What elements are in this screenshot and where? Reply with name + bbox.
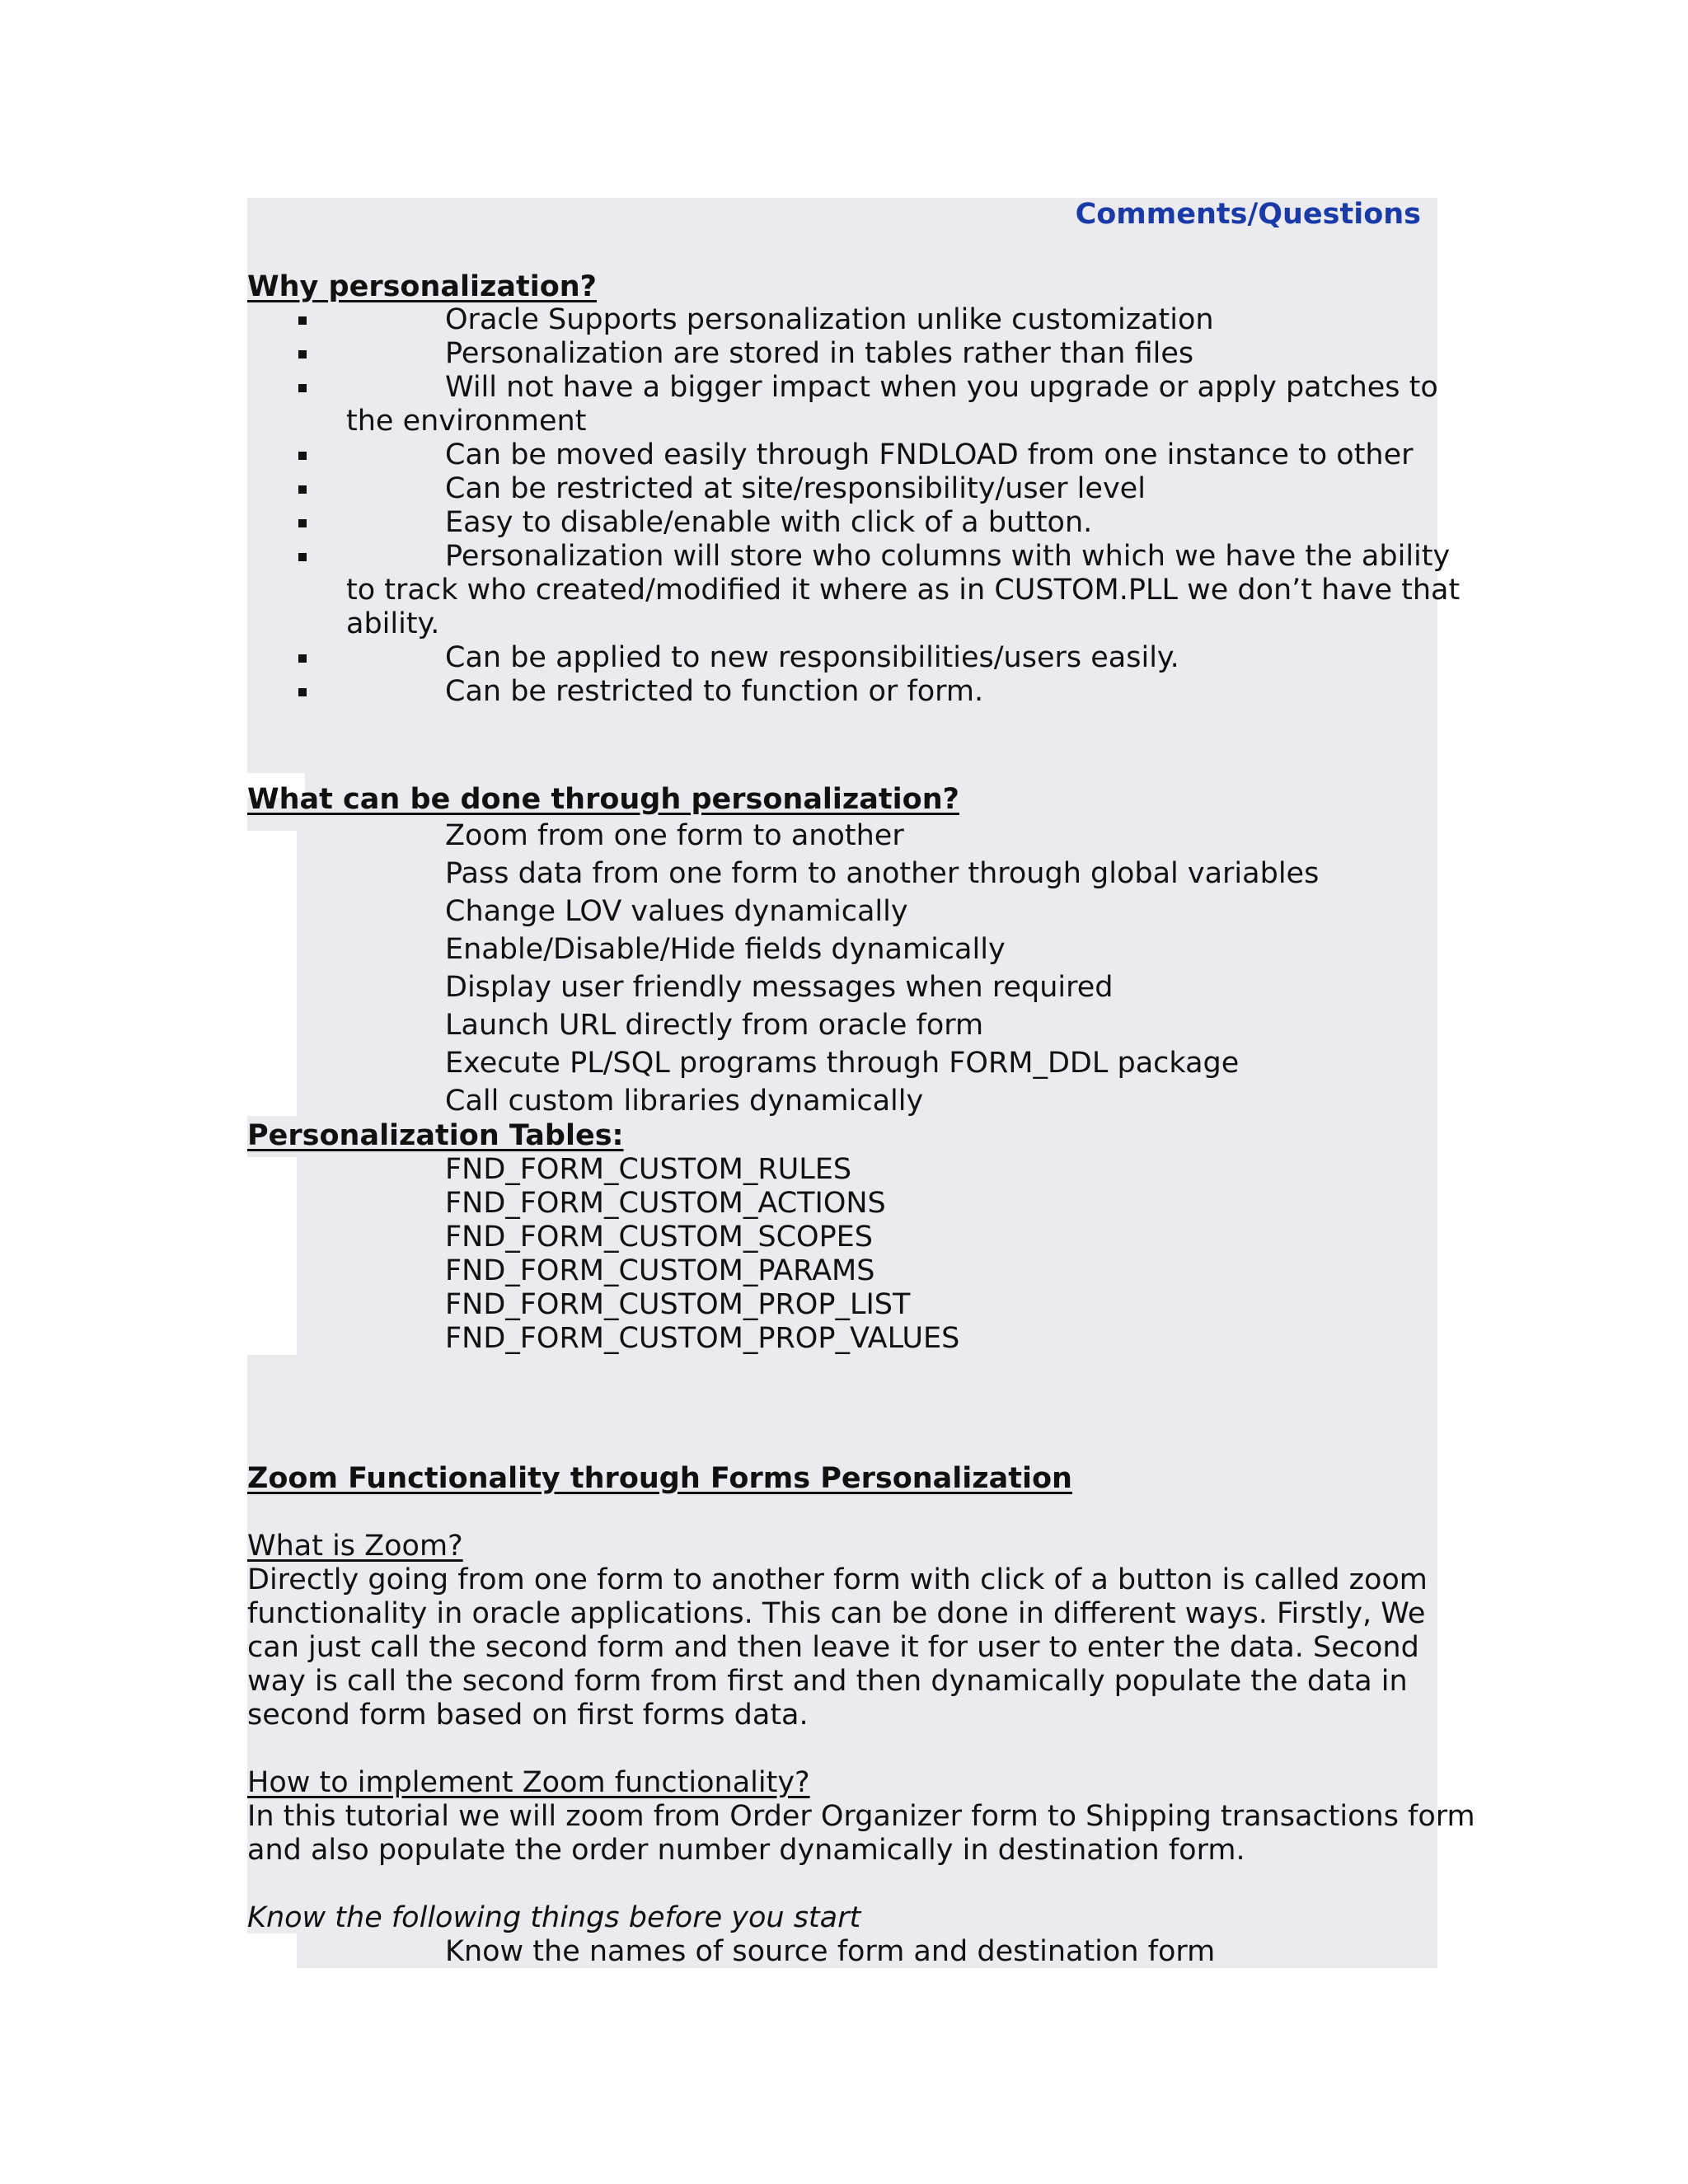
why-line: Personalization will store who columns with which we have the ability bbox=[445, 540, 1451, 573]
bullet-icon bbox=[298, 316, 307, 325]
table-item: FND_FORM_CUSTOM_PROP_LIST bbox=[445, 1288, 911, 1321]
why-line: Can be restricted at site/responsibility/user level bbox=[445, 472, 1146, 505]
zoom-paragraph-line: way is call the second form from first and then dynamically populate the data in bbox=[247, 1665, 1408, 1698]
table-item: FND_FORM_CUSTOM_PARAMS bbox=[445, 1254, 875, 1287]
zoom-paragraph-line: functionality in oracle applications. This can be done in different ways. Firstly, We bbox=[247, 1597, 1426, 1630]
why-line: Can be moved easily through FNDLOAD from one instance to other bbox=[445, 438, 1414, 471]
bullet-icon bbox=[298, 452, 307, 460]
what-item: Change LOV values dynamically bbox=[445, 895, 908, 928]
table-item: FND_FORM_CUSTOM_PROP_VALUES bbox=[445, 1322, 960, 1355]
what-item: Display user friendly messages when required bbox=[445, 971, 1114, 1004]
how-to-implement-heading: How to implement Zoom functionality? bbox=[247, 1766, 810, 1799]
what-is-zoom-heading: What is Zoom? bbox=[247, 1530, 463, 1563]
why-line: to track who created/modified it where as in CUSTOM.PLL we don’t have that bbox=[346, 574, 1461, 607]
bullet-icon bbox=[298, 384, 307, 392]
why-line: Personalization are stored in tables rather than files bbox=[445, 337, 1194, 370]
why-line: ability. bbox=[346, 607, 440, 640]
bullet-icon bbox=[298, 688, 307, 696]
what-item: Zoom from one form to another bbox=[445, 819, 904, 852]
what-item: Call custom libraries dynamically bbox=[445, 1085, 924, 1118]
why-line: the environment bbox=[346, 405, 587, 438]
know-heading: Know the following things before you start bbox=[247, 1901, 861, 1934]
zoom-paragraph-line: Directly going from one form to another form with click of a button is called zoom bbox=[247, 1563, 1428, 1596]
table-item: FND_FORM_CUSTOM_RULES bbox=[445, 1153, 852, 1186]
what-item: Execute PL/SQL programs through FORM_DDL package bbox=[445, 1047, 1240, 1080]
bullet-icon bbox=[298, 519, 307, 527]
what-item: Enable/Disable/Hide fields dynamically bbox=[445, 933, 1006, 966]
zoom-paragraph-line: second form based on first forms data. bbox=[247, 1699, 809, 1732]
bullet-icon bbox=[298, 553, 307, 561]
why-line: Easy to disable/enable with click of a button. bbox=[445, 506, 1093, 539]
bullet-icon bbox=[298, 654, 307, 663]
table-item: FND_FORM_CUSTOM_SCOPES bbox=[445, 1221, 874, 1254]
what-item: Pass data from one form to another through global variables bbox=[445, 857, 1320, 890]
table-item: FND_FORM_CUSTOM_ACTIONS bbox=[445, 1187, 886, 1220]
zoom-paragraph-line: can just call the second form and then leave it for user to enter the data. Second bbox=[247, 1631, 1419, 1664]
bullet-icon bbox=[298, 485, 307, 494]
tables-heading: Personalization Tables: bbox=[247, 1119, 624, 1152]
how-paragraph-line: and also populate the order number dynamically in destination form. bbox=[247, 1834, 1245, 1867]
why-heading: Why personalization? bbox=[247, 270, 597, 303]
why-line: Will not have a bigger impact when you upgrade or apply patches to bbox=[445, 371, 1438, 404]
why-line: Can be restricted to function or form. bbox=[445, 675, 984, 708]
know-item: Know the names of source form and destination form bbox=[445, 1935, 1216, 1968]
what-item: Launch URL directly from oracle form bbox=[445, 1009, 984, 1042]
bullet-icon bbox=[298, 350, 307, 359]
what-heading: What can be done through personalization? bbox=[247, 783, 959, 816]
comments-questions-label: Comments/Questions bbox=[1075, 198, 1421, 231]
how-paragraph-line: In this tutorial we will zoom from Order Organizer form to Shipping transactions form bbox=[247, 1800, 1475, 1833]
why-line: Can be applied to new responsibilities/users easily. bbox=[445, 641, 1179, 674]
why-line: Oracle Supports personalization unlike customization bbox=[445, 303, 1214, 336]
zoom-heading: Zoom Functionality through Forms Personalization bbox=[247, 1462, 1072, 1495]
